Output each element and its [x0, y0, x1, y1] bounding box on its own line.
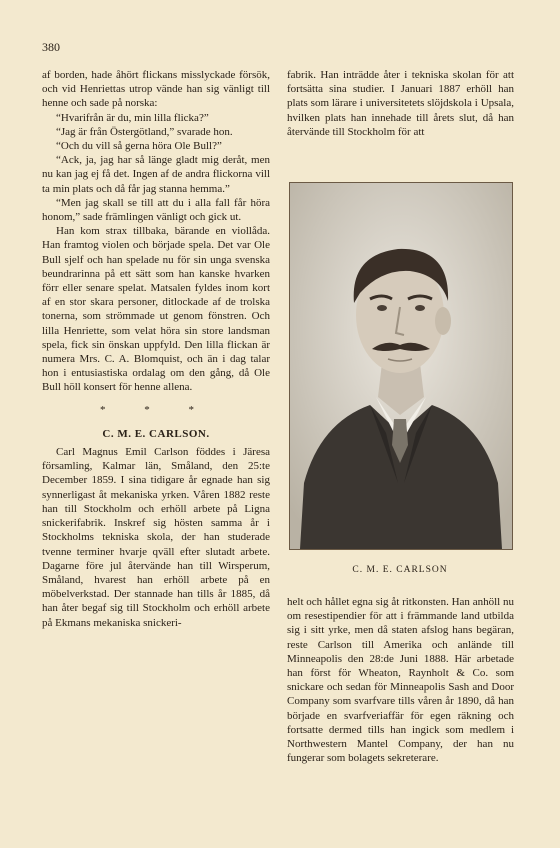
paragraph: Han kom strax tillbaka, bärande en viollåda. Han framtog violen och började spela. Det var Ole Bull sjelf och han spelade nu för sin unga svenska beundrarinna på ett sätt som han kanske hvarken förr eller senare spelat. Matsalen fyldes inom kort af en stor skara personer, ditlockade af de trolska tonerna, som strömmade ut genom fönstren. Och lilla Henriette, som velat höra sin store landsman spela, fick sin önskan uppfyld. Den lilla flickan är numera Mrs. C. A. Blomquist, och än i dag talar hon i entusiastiska ordalag om den gång, då Ole Bull höll konsert för henne allena. [42, 225, 270, 394]
paragraph: af borden, hade åhört flickans misslyckade försök, och vid Henriettas utrop vände han sig vänligt till henne och sade på norska: [42, 69, 270, 110]
section-separator: * * * [100, 403, 212, 416]
right-column-bottom [287, 595, 514, 765]
section-heading: C. M. E. CARLSON. [102, 427, 210, 440]
paragraph: fabrik. Han inträdde åter i tekniska skolan för att fortsätta sina studier. I Januari 1887 erhöll han plats som lärare i universitetets slöjdskola i Upsala, hvilken plats han innehade till årets slut, då han återvände till Stockholm för att [287, 69, 514, 138]
paragraph: “Och du vill så gerna höra Ole Bull?” [56, 140, 222, 153]
paragraph: “Ack, ja, jag har så länge gladt mig deråt, men nu kan jag ej få det. Ingen af de andra flickorna vill ta min plats och då får jag stanna hemma.” [42, 154, 270, 195]
paragraph: “Men jag skall se till att du i alla fall får höra honom,” sade främlingen vänligt och gick ut. [42, 196, 270, 224]
page-number: 380 [42, 40, 60, 54]
portrait-illustration [290, 183, 512, 549]
left-column [42, 68, 270, 630]
portrait-photo [289, 182, 513, 550]
paragraph: helt och hållet egna sig åt ritkonsten. Han anhöll nu om resestipendier för att i främmande land utbilda sig i sitt yrke, men då staten afslog hans begäran, reste Carlson till Amerika och anlände till Minneapolis den 28:de Juni 1888. Här arbetade han först för Wheaton, Raynholt & Co. som snickare och sedan för Minneapolis Sash and Door Company som svarfvare tills våren år 1890, då han började en svarfveriaffär för egen räkning och fortsatte dermed tills han ingick som medlem i Northwestern Mantel Company, der han nu fungerar som bolagets sekreterare. [287, 596, 514, 765]
right-column-top [287, 68, 514, 139]
photo-caption: C. M. E. CARLSON [352, 565, 448, 575]
paragraph: “Jag är från Östergötland,” svarade hon. [56, 125, 233, 138]
biography-paragraph: Carl Magnus Emil Carlson föddes i Järesa församling, Kalmar län, Småland, den 25:te December 1859. I sina tidigare år egnade han sig synnerligast åt mekaniska yrken. Våren 1882 reste han till Stockholm och erhöll arbete på Ligna snickerifabrik. Inskref sig hösten samma år i Stockholms tekniska skola, der han studerade tvenne terminer hvarje qväll efter slutadt arbete. Dagarne före jul återvände han till Wirsperum, Småland, hvarest han erhöll arbete på en möbelverkstad. Der stannade han tills år 1885, då han åter begaf sig till Stockholm och erhöll arbete på Ekmans mekaniska snickeri- [42, 446, 270, 629]
paragraph: “Hvarifrån är du, min lilla flicka?” [56, 111, 209, 124]
